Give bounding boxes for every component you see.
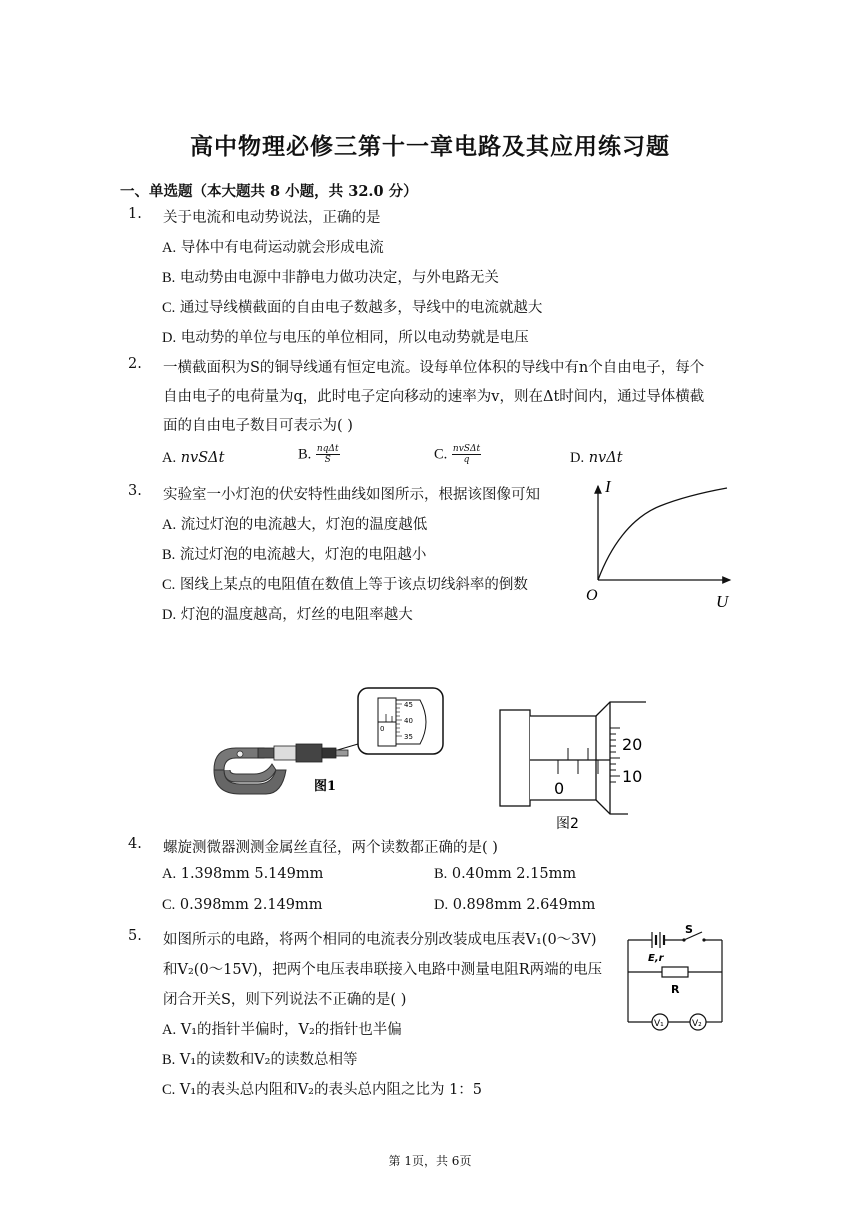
option-label: D.	[434, 897, 449, 913]
option-b	[298, 444, 340, 465]
y-axis-label: I	[605, 477, 611, 496]
question-stem-line-3: 闭合开关S，则下列说法不正确的是( )	[163, 992, 407, 1008]
option-text: V₁的指针半偏时，V₂的指针也半偏	[180, 1022, 402, 1038]
figure-caption: 图1	[314, 779, 337, 794]
voltmeter-1-label: V₁	[654, 1019, 664, 1029]
voltmeter-2-label: V₂	[692, 1019, 702, 1029]
section-heading: 一、单选题（本大题共 8 小题，共 32.0 分）	[120, 183, 418, 200]
option-label: B.	[298, 446, 312, 463]
switch-label: S	[685, 923, 693, 936]
question-number: 4.	[128, 836, 142, 852]
option-d	[570, 450, 623, 467]
figure-caption: 图2	[556, 816, 579, 832]
option-label: C.	[162, 897, 176, 913]
option-a	[162, 513, 427, 534]
option-label: A.	[162, 1022, 177, 1038]
option-text: V₁的表头总内阻和V₂的表头总内阻之比为 1：5	[179, 1082, 483, 1098]
option-label: A.	[162, 240, 177, 256]
option-c	[434, 444, 481, 465]
option-text: 流过灯泡的电流越大，灯泡的温度越低	[180, 517, 428, 533]
option-label: C.	[434, 446, 448, 463]
question-number: 5.	[128, 928, 142, 944]
tick-label: 45	[404, 701, 413, 709]
option-label: A.	[162, 866, 177, 882]
option-c	[162, 573, 528, 594]
question-stem-line-2: 和V₂(0～15V)，把两个电压表串联接入电路中测量电阻R两端的电压	[163, 962, 603, 978]
micrometer-figure-1	[206, 686, 446, 796]
origin-label: O	[586, 587, 598, 604]
tick-label: 20	[622, 735, 643, 754]
fraction	[452, 444, 481, 465]
zero-label: 0	[554, 779, 565, 798]
option-text: V₁的读数和V₂的读数总相等	[179, 1052, 358, 1068]
iu-curve	[598, 488, 727, 580]
tick-label: 35	[404, 733, 413, 741]
option-text: 0.398mm 2.149mm	[179, 897, 323, 913]
fraction-denominator: S	[324, 455, 331, 465]
option-text: 0.898mm 2.649mm	[452, 897, 596, 913]
option-label: D.	[162, 607, 177, 623]
micrometer-figure-2	[498, 700, 648, 832]
option-c	[162, 897, 323, 914]
option-text: nvΔt	[588, 450, 623, 466]
option-text: 灯泡的温度越高，灯丝的电阻率越大	[180, 607, 413, 623]
option-c	[162, 1078, 482, 1099]
fraction-denominator: q	[463, 455, 470, 465]
question-number: 2.	[128, 356, 142, 372]
option-label: D.	[570, 450, 585, 466]
option-text: 电动势的单位与电压的单位相同，所以电动势就是电压	[180, 330, 529, 346]
option-d	[162, 603, 413, 624]
question-stem-line-1: 如图所示的电路，将两个相同的电流表分别改装成电压表V₁(0～3V)	[163, 932, 597, 948]
option-text: 图线上某点的电阻值在数值上等于该点切线斜率的倒数	[179, 577, 528, 593]
option-text: 0.40mm 2.15mm	[451, 866, 577, 882]
option-d	[162, 326, 529, 347]
tick-label: 10	[622, 767, 643, 786]
option-b	[162, 1048, 357, 1069]
page-title: 高中物理必修三第十一章电路及其应用练习题	[190, 133, 670, 160]
question-number: 3.	[128, 483, 142, 499]
option-a	[162, 450, 224, 467]
question-stem: 实验室一小灯泡的伏安特性曲线如图所示，根据该图像可知	[163, 487, 540, 503]
option-label: B.	[162, 1052, 176, 1068]
option-b	[162, 543, 426, 564]
option-c	[162, 296, 542, 317]
fraction-numerator: nqΔt	[316, 444, 339, 454]
option-text: nvSΔt	[180, 450, 225, 466]
option-label: B.	[434, 866, 448, 882]
option-label: B.	[162, 270, 176, 286]
x-axis-label: U	[716, 592, 729, 611]
question-stem-line-2: 自由电子的电荷量为q，此时电子定向移动的速率为v，则在Δt时间内，通过导体横截	[163, 389, 705, 405]
circuit-diagram	[622, 922, 728, 1029]
option-text: 电动势由电源中非静电力做功决定，与外电路无关	[179, 270, 499, 286]
fraction	[316, 444, 340, 465]
resistor-label: R	[671, 983, 680, 996]
source-label: E,r	[648, 953, 664, 964]
option-label: B.	[162, 547, 176, 563]
question-number: 1.	[128, 206, 142, 222]
option-label: C.	[162, 1082, 176, 1098]
option-label: A.	[162, 517, 177, 533]
option-a	[162, 236, 384, 257]
option-d	[434, 897, 595, 914]
option-text: 通过导线横截面的自由电子数越多，导线中的电流就越大	[179, 300, 543, 316]
option-label: C.	[162, 577, 176, 593]
option-a	[162, 1018, 402, 1039]
option-label: A.	[162, 450, 177, 466]
question-stem: 关于电流和电动势说法，正确的是	[163, 210, 381, 226]
page-footer: 第 1页，共 6页	[388, 1154, 472, 1168]
question-stem-line-1: 一横截面积为S的铜导线通有恒定电流。设每单位体积的导线中有n个自由电子，每个	[163, 360, 705, 376]
iu-curve-graph	[580, 478, 740, 618]
option-text: 1.398mm 5.149mm	[180, 866, 324, 882]
option-b	[162, 266, 499, 287]
tick-label: 40	[404, 717, 413, 725]
fraction-numerator: nvSΔt	[452, 444, 481, 454]
question-stem-line-3: 面的自由电子数目可表示为( )	[163, 418, 353, 434]
option-a	[162, 866, 323, 883]
option-label: D.	[162, 330, 177, 346]
zero-label: 0	[380, 725, 385, 733]
question-stem: 螺旋测微器测测金属丝直径，两个读数都正确的是( )	[163, 840, 498, 856]
option-label: C.	[162, 300, 176, 316]
option-text: 流过灯泡的电流越大，灯泡的电阻越小	[179, 547, 427, 563]
option-b	[434, 866, 576, 883]
option-text: 导体中有电荷运动就会形成电流	[180, 240, 384, 256]
